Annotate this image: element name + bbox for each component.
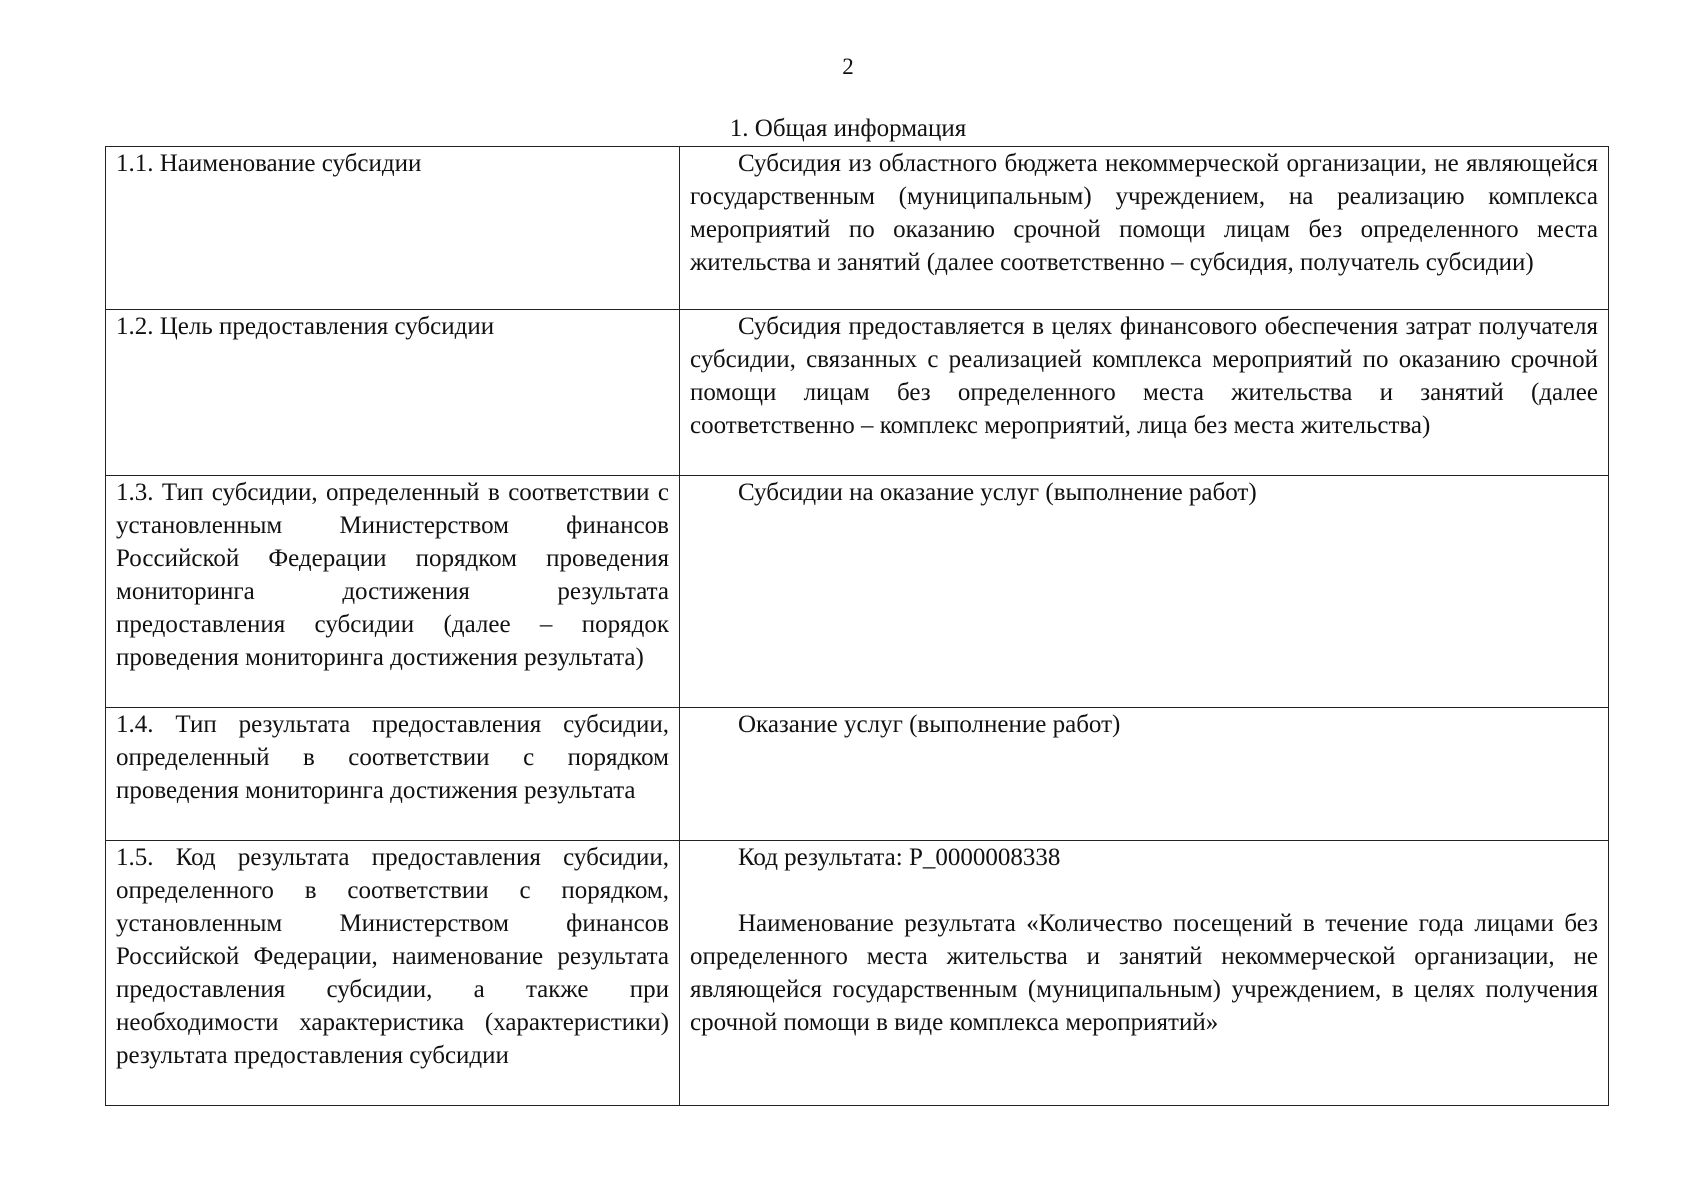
row-value-cell [680, 708, 1609, 841]
general-info-table [105, 146, 1609, 1106]
row-value-cell [680, 476, 1609, 708]
row-label: 1.1. Наименование субсидии [116, 150, 422, 177]
row-label-cell [106, 708, 680, 841]
table-row [106, 147, 1609, 310]
page-number: 2 [842, 54, 854, 79]
table-row [106, 476, 1609, 708]
section-title: 1. Общая информация [729, 115, 967, 142]
row-label-cell [106, 476, 680, 708]
row-value: Субсидии на оказание услуг (выполнение работ) [738, 479, 1257, 506]
table-row [106, 310, 1609, 476]
row-value: Субсидия предоставляется в целях финансового обеспечения затрат получателя субсидии, связанных с реализацией комплекса мероприятий по оказанию срочной помощи лицам без определенного места жительства и занятий (далее соответственно – комплекс мероприятий, лица без места жительства) [690, 313, 1598, 439]
table-row [106, 708, 1609, 841]
result-code: Код результата: P_0000008338 [738, 844, 1061, 871]
result-name: Наименование результата «Количество посещений в течение года лицами без определенного места жительства и занятий некоммерческой организации, не являющейся государственным (муниципальным) учреждением, в целях получения срочной помощи в виде комплекса мероприятий» [690, 910, 1598, 1036]
row-label-cell [106, 310, 680, 476]
row-value: Субсидия из областного бюджета некоммерческой организации, не являющейся государственным (муниципальным) учреждением, на реализацию комплекса мероприятий по оказанию срочной помощи лицам без определенного места жительства и занятий (далее соответственно – субсидия, получатель субсидии) [690, 150, 1598, 276]
row-label: 1.3. Тип субсидии, определенный в соответствии с установленным Министерством финансов Российской Федерации порядком проведения мониторинга достижения результата предоставления субсидии (далее – порядок проведения мониторинга достижения результата) [116, 479, 669, 671]
row-label: 1.5. Код результата предоставления субсидии, определенного в соответствии с порядком, установленным Министерством финансов Российской Федерации, наименование результата предоставления субсидии, а также при необходимости характеристика (характеристики) результата предоставления субсидии [116, 844, 669, 1069]
table-row [106, 841, 1609, 1106]
row-label-cell [106, 841, 680, 1106]
row-label: 1.2. Цель предоставления субсидии [116, 313, 495, 340]
row-value: Оказание услуг (выполнение работ) [738, 711, 1121, 738]
row-value-cell [680, 841, 1609, 1106]
row-value-cell [680, 310, 1609, 476]
row-value-cell [680, 147, 1609, 310]
row-label: 1.4. Тип результата предоставления субсидии, определенный в соответствии с порядком проведения мониторинга достижения результата [116, 711, 669, 804]
paragraph-gap [690, 874, 1598, 907]
row-label-cell [106, 147, 680, 310]
